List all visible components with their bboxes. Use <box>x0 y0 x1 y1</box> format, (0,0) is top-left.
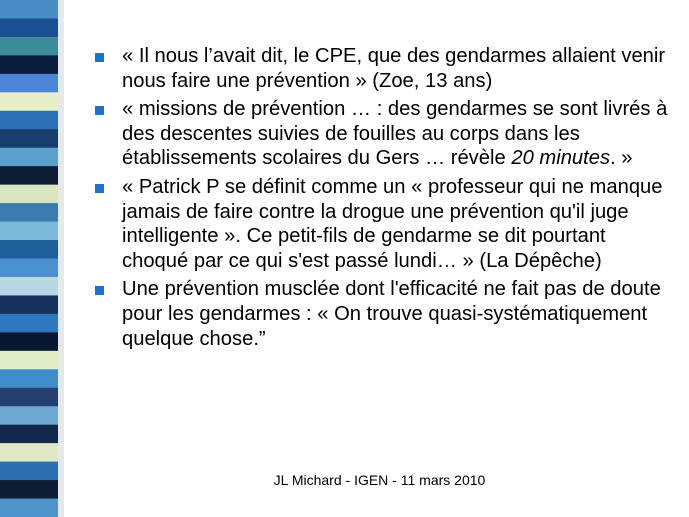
stripe-segment <box>0 0 58 19</box>
stripe-segment <box>0 369 58 388</box>
stripe-segment <box>0 295 58 314</box>
decorative-stripe-bar <box>0 0 64 517</box>
bullet-item-patrick <box>95 175 675 273</box>
stripe-segment <box>0 37 58 56</box>
stripe-segment <box>0 203 58 222</box>
stripe-segment <box>0 351 58 370</box>
source-italic: 20 minutes <box>511 147 611 170</box>
stripe-segment <box>0 18 58 37</box>
stripe-segment <box>0 92 58 111</box>
stripe-segment <box>0 314 58 333</box>
bullet-list <box>95 44 675 355</box>
stripe-segment <box>0 222 58 241</box>
stripe-segment <box>0 148 58 167</box>
bullet-text: « Patrick P se définit comme un « professeur qui ne manque jamais de faire contre la drogue une prévention qu'il juge intelligente ». Ce petit-fils de gendarme se dit pourtant choqué par ce qui s'est passé lundi… » (La Dépêche) <box>122 175 663 272</box>
stripe-segment <box>0 166 58 185</box>
slide-footer: JL Michard - IGEN - 11 mars 2010 <box>273 472 486 488</box>
stripe-segment <box>0 277 58 296</box>
stripe-segment <box>0 388 58 407</box>
bullet-text: « Il nous l’avait dit, le CPE, que des gendarmes allaient venir nous faire une prévention » (Zoe, 13 ans) <box>122 45 666 92</box>
square-bullet-icon <box>95 53 104 62</box>
stripe-segment <box>0 55 58 74</box>
stripe-segment <box>0 499 58 517</box>
stripe-segment <box>0 425 58 444</box>
stripe-segment <box>0 74 58 93</box>
stripe-segment <box>0 129 58 148</box>
stripe-segment <box>0 332 58 351</box>
bullet-text: Une prévention musclée dont l'efficacité ne fait pas de doute pour les gendarmes : « On trouve quasi-systématiquement quelque chose.” <box>122 278 661 350</box>
stripe-segment <box>0 185 58 204</box>
bullet-text: « missions de prévention … : des gendarmes se sont livrés à des descentes suivies de fouilles au corps dans les établissements scolaires du Gers … révèle <box>122 98 668 170</box>
bullet-item-missions <box>95 97 675 171</box>
bullet-item-prevention-musclee <box>95 277 675 351</box>
square-bullet-icon <box>95 286 104 295</box>
bullet-item-cpe-quote <box>95 44 675 93</box>
stripe-segment <box>0 259 58 278</box>
bullet-text-tail: . » <box>610 147 633 170</box>
square-bullet-icon <box>95 184 104 193</box>
stripe-segment <box>0 111 58 130</box>
stripe-segment <box>0 240 58 259</box>
stripe-segment <box>0 443 58 462</box>
stripe-segment <box>0 406 58 425</box>
square-bullet-icon <box>95 106 104 115</box>
